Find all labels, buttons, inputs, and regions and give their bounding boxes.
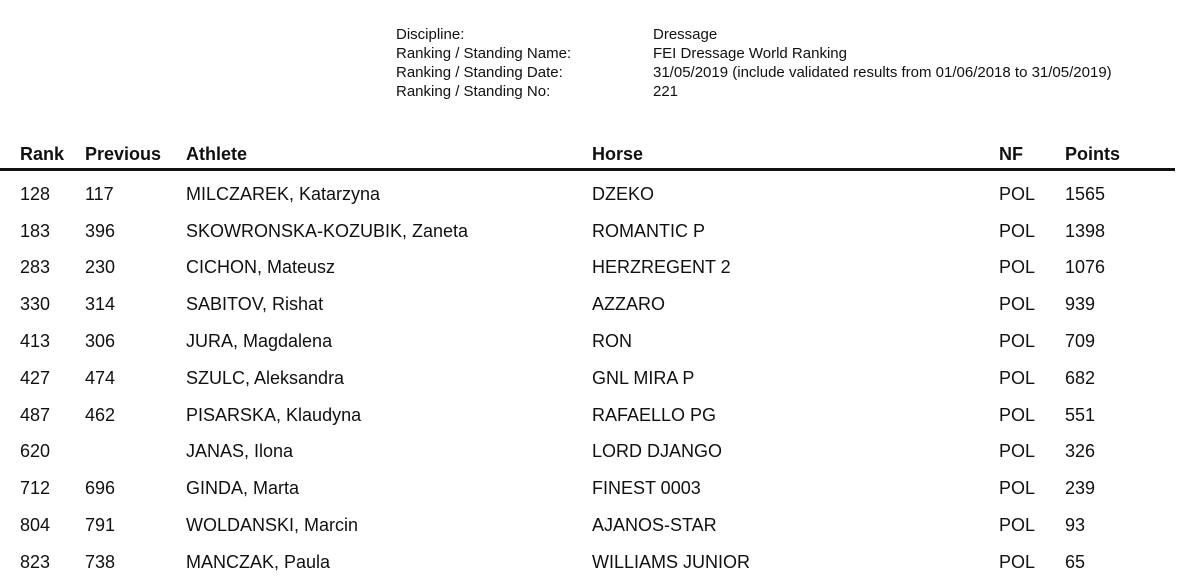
points-cell: 239	[1065, 478, 1096, 499]
previous-cell: 462	[85, 404, 116, 425]
meta-label: Ranking / Standing Date:	[396, 64, 563, 81]
points-cell: 551	[1065, 404, 1096, 425]
table-row	[0, 397, 1180, 434]
nf-cell: POL	[999, 515, 1036, 536]
previous-cell: 696	[85, 478, 116, 499]
horse-cell: GNL MIRA P	[592, 367, 695, 388]
athlete-cell: GINDA, Marta	[186, 478, 300, 499]
previous-cell: 117	[85, 183, 114, 204]
points-cell: 93	[1065, 515, 1086, 536]
points-cell: 682	[1065, 367, 1096, 388]
previous-cell: 230	[85, 257, 116, 278]
rank-cell: 183	[20, 220, 51, 241]
athlete-cell: JURA, Magdalena	[186, 331, 333, 352]
athlete-cell: SKOWRONSKA-KOZUBIK, Zaneta	[186, 220, 469, 241]
rank-cell: 283	[20, 257, 51, 278]
nf-cell: POL	[999, 257, 1036, 278]
horse-cell: ROMANTIC P	[592, 220, 706, 241]
horse-cell: DZEKO	[592, 183, 655, 204]
meta-row-discipline	[396, 25, 1112, 44]
table-row	[0, 470, 1180, 507]
horse-cell: FINEST 0003	[592, 478, 701, 499]
table-row	[0, 213, 1180, 250]
table-header	[0, 140, 1175, 171]
header-previous: Previous	[85, 143, 162, 164]
rank-cell: 128	[20, 183, 51, 204]
athlete-cell: MANCZAK, Paula	[186, 551, 331, 572]
ranking-info	[396, 25, 1112, 101]
table-row	[0, 544, 1180, 581]
header-athlete: Athlete	[186, 143, 248, 164]
athlete-cell: SZULC, Aleksandra	[186, 367, 345, 388]
rank-cell: 413	[20, 331, 51, 352]
horse-cell: AZZARO	[592, 294, 666, 315]
previous-cell: 396	[85, 220, 116, 241]
table-row	[0, 323, 1180, 360]
previous-cell: 738	[85, 551, 116, 572]
table-row	[0, 434, 1180, 471]
header-points: Points	[1065, 143, 1121, 164]
points-cell: 1076	[1065, 257, 1106, 278]
points-cell: 326	[1065, 441, 1096, 462]
points-cell: 709	[1065, 331, 1096, 352]
rank-cell: 330	[20, 294, 51, 315]
meta-value: 221	[653, 83, 679, 100]
table-body	[0, 171, 1180, 581]
previous-cell: 306	[85, 331, 116, 352]
nf-cell: POL	[999, 478, 1036, 499]
nf-cell: POL	[999, 551, 1036, 572]
previous-cell: 314	[85, 294, 116, 315]
rank-cell: 804	[20, 515, 51, 536]
horse-cell: WILLIAMS JUNIOR	[592, 551, 751, 572]
previous-cell: 474	[85, 367, 116, 388]
table-row	[0, 360, 1180, 397]
nf-cell: POL	[999, 441, 1036, 462]
nf-cell: POL	[999, 220, 1036, 241]
meta-row-standing-no	[396, 82, 1112, 101]
points-cell: 65	[1065, 551, 1086, 572]
table-row	[0, 176, 1180, 213]
ranking-table	[0, 140, 1180, 581]
nf-cell: POL	[999, 294, 1036, 315]
meta-label: Discipline:	[396, 26, 465, 43]
previous-cell: 791	[85, 515, 116, 536]
meta-value: 31/05/2019 (include validated results from 01/06/2018 to 31/05/2019)	[653, 64, 1112, 81]
athlete-cell: JANAS, Ilona	[186, 441, 294, 462]
athlete-cell: CICHON, Mateusz	[186, 257, 336, 278]
header-rank: Rank	[20, 143, 65, 164]
table-row	[0, 286, 1180, 323]
horse-cell: RAFAELLO PG	[592, 404, 717, 425]
points-cell: 1565	[1065, 183, 1106, 204]
meta-value: Dressage	[653, 26, 718, 43]
meta-value: FEI Dressage World Ranking	[653, 45, 847, 62]
rank-cell: 823	[20, 551, 51, 572]
athlete-cell: WOLDANSKI, Marcin	[186, 515, 359, 536]
meta-row-standing-date	[396, 63, 1112, 82]
meta-label: Ranking / Standing No:	[396, 83, 551, 100]
athlete-cell: SABITOV, Rishat	[186, 294, 324, 315]
nf-cell: POL	[999, 331, 1036, 352]
horse-cell: LORD DJANGO	[592, 441, 723, 462]
table-row	[0, 250, 1180, 287]
nf-cell: POL	[999, 367, 1036, 388]
meta-row-standing-name	[396, 44, 1112, 63]
points-cell: 1398	[1065, 220, 1106, 241]
athlete-cell: PISARSKA, Klaudyna	[186, 404, 362, 425]
header-nf: NF	[999, 143, 1023, 164]
horse-cell: RON	[592, 331, 632, 352]
horse-cell: AJANOS-STAR	[592, 515, 717, 536]
rank-cell: 712	[20, 478, 51, 499]
header-horse: Horse	[592, 143, 644, 164]
rank-cell: 620	[20, 441, 51, 462]
table-row	[0, 507, 1180, 544]
nf-cell: POL	[999, 404, 1036, 425]
rank-cell: 427	[20, 367, 51, 388]
rank-cell: 487	[20, 404, 51, 425]
athlete-cell: MILCZAREK, Katarzyna	[186, 183, 381, 204]
nf-cell: POL	[999, 183, 1036, 204]
horse-cell: HERZREGENT 2	[592, 257, 731, 278]
points-cell: 939	[1065, 294, 1096, 315]
meta-label: Ranking / Standing Name:	[396, 45, 572, 62]
